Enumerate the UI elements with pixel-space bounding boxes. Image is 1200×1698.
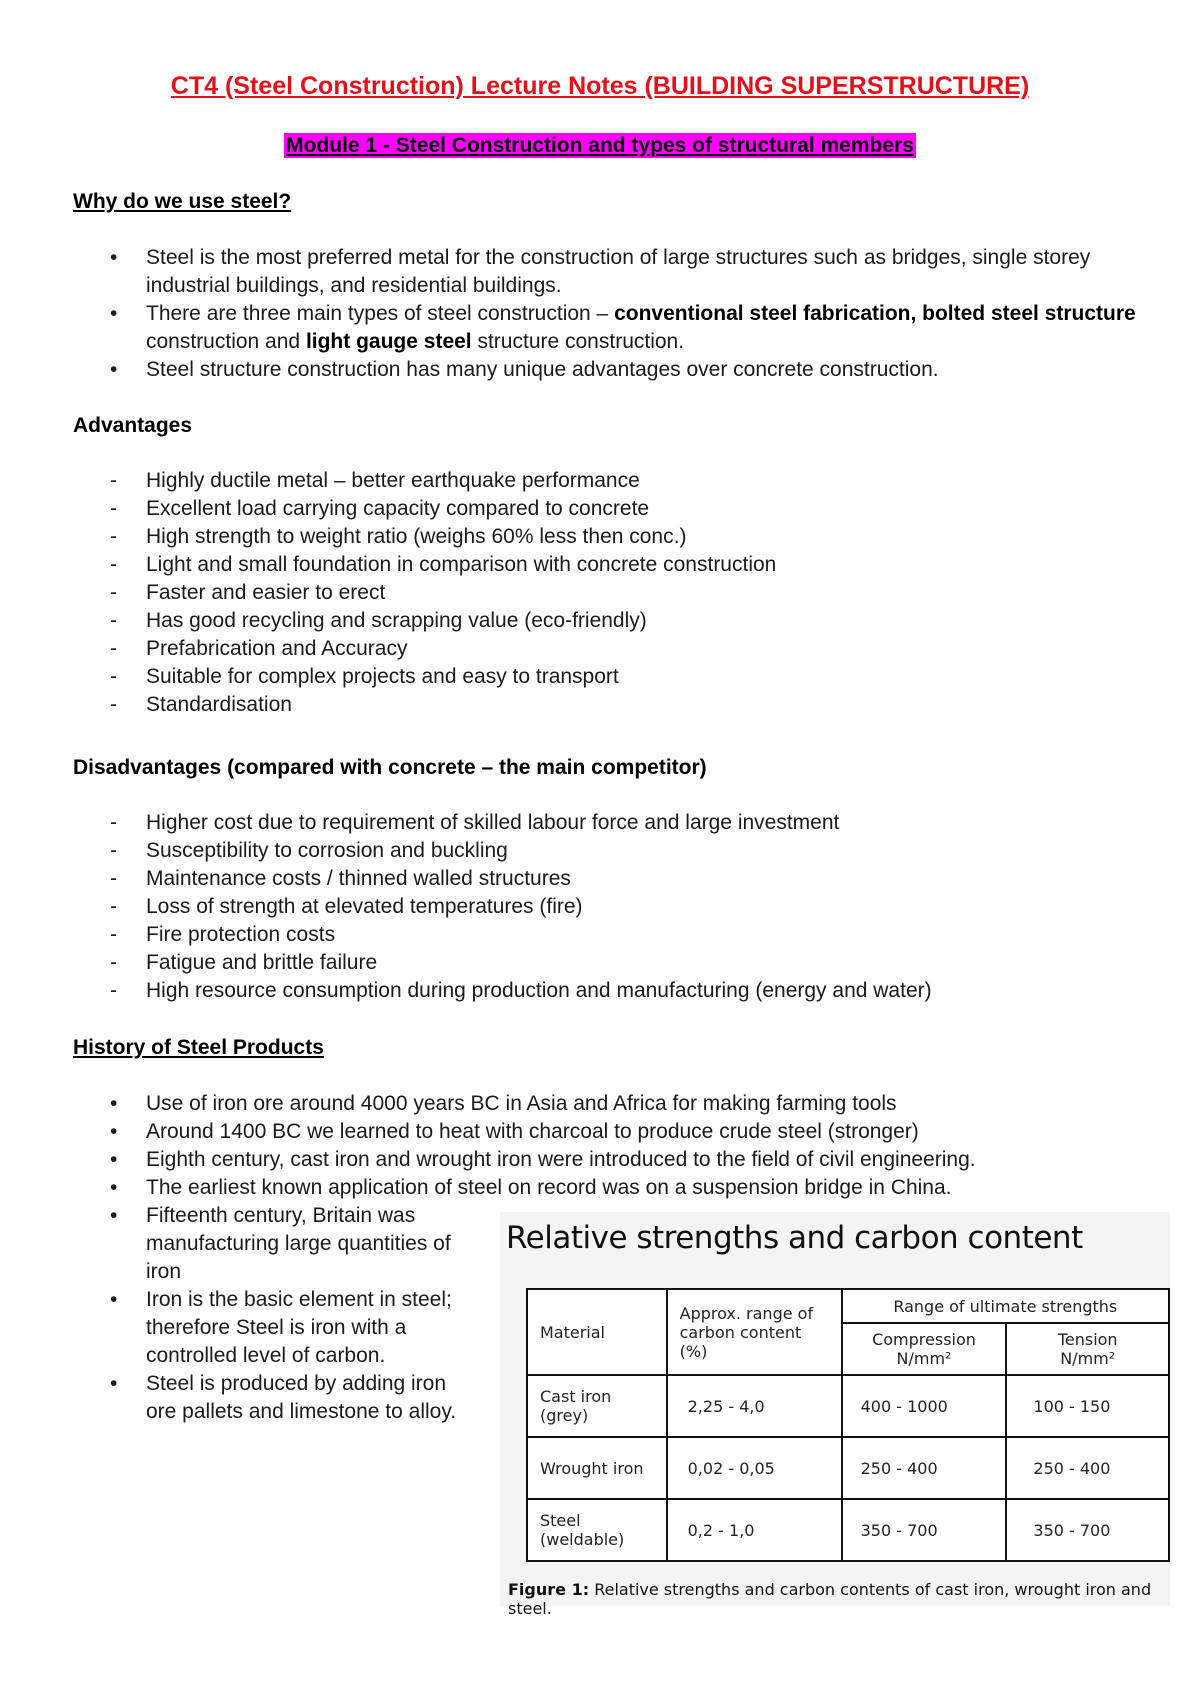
header-carbon: Approx. range of carbon content (%) — [667, 1289, 842, 1375]
figure-caption: Figure 1: Relative strengths and carbon contents of cast iron, wrought iron and steel. — [508, 1580, 1152, 1618]
list-item: • Iron is the basic element in steel; therefore Steel is iron with a controlled level of carbon. — [110, 1288, 452, 1367]
list-item: • Use of iron ore around 4000 years BC in Asia and Africa for making farming tools — [0, 1090, 1140, 1118]
dash-icon: - — [110, 609, 117, 632]
header-compression: Compression N/mm² — [842, 1323, 1007, 1375]
dash-icon: - — [110, 665, 117, 688]
list-item: - Higher cost due to requirement of skilled labour force and large investment — [0, 809, 1140, 837]
page-title: CT4 (Steel Construction) Lecture Notes (BUILDING SUPERSTRUCTURE) — [170, 72, 1030, 100]
list-item: - Excellent load carrying capacity compared to concrete — [0, 495, 1140, 523]
unit-label: N/mm² — [1060, 1349, 1116, 1368]
advantages-list — [0, 467, 1140, 719]
dash-icon: - — [110, 637, 117, 660]
list-item: • Fifteenth century, Britain was manufacturing large quantities of iron — [110, 1204, 451, 1283]
list-item: • Steel is the most preferred metal for the construction of large structures such as bridges, single storey industrial buildings, and residential buildings. — [110, 246, 1091, 297]
table-row — [527, 1437, 1169, 1499]
module-heading-wrap — [0, 134, 1200, 158]
list-item: • Steel is produced by adding iron ore pallets and limestone to alloy. — [110, 1372, 457, 1423]
dash-icon: - — [110, 469, 117, 492]
dash-icon: - — [110, 525, 117, 548]
dash-icon: - — [110, 951, 117, 974]
why-list — [0, 244, 1140, 384]
list-item: - High resource consumption during production and manufacturing (energy and water) — [0, 977, 1140, 1005]
dash-icon: - — [110, 923, 117, 946]
why-heading: Why do we use steel? — [73, 190, 292, 213]
unit-label: N/mm² — [896, 1349, 952, 1368]
bullet-icon: • — [110, 1148, 118, 1171]
list-item: - Fatigue and brittle failure — [0, 949, 1140, 977]
cell-tension: 350 - 700 — [1006, 1499, 1169, 1561]
dash-icon: - — [110, 979, 117, 1002]
dash-icon: - — [110, 693, 117, 716]
cell-carbon: 2,25 - 4,0 — [667, 1375, 842, 1437]
dash-icon: - — [110, 497, 117, 520]
cell-carbon: 0,02 - 0,05 — [667, 1437, 842, 1499]
bullet-icon: • — [110, 302, 118, 325]
module-heading: Module 1 - Steel Construction and types of structural members — [286, 134, 914, 157]
cell-compression: 250 - 400 — [842, 1437, 1007, 1499]
dash-icon: - — [110, 581, 117, 604]
list-item: • There are three main types of steel construction – conventional steel fabrication, bolted steel structure construction and light gauge steel structure construction. — [110, 302, 1136, 353]
history-heading: History of Steel Products — [73, 1036, 324, 1059]
cell-carbon: 0,2 - 1,0 — [667, 1499, 842, 1561]
bullet-icon: • — [110, 246, 118, 269]
bullet-icon: • — [110, 1204, 118, 1227]
dash-icon: - — [110, 553, 117, 576]
dash-icon: - — [110, 811, 117, 834]
strength-table — [526, 1288, 1170, 1562]
disadvantages-list — [0, 809, 1140, 1005]
figure-title: Relative strengths and carbon content — [506, 1220, 1083, 1256]
table-row — [527, 1499, 1169, 1561]
dash-icon: - — [110, 867, 117, 890]
list-item: - Fire protection costs — [0, 921, 1140, 949]
bullet-icon: • — [110, 1288, 118, 1311]
list-item: • Around 1400 BC we learned to heat with charcoal to produce crude steel (stronger) — [0, 1118, 1140, 1146]
history-narrow-list — [0, 1202, 480, 1426]
cell-tension: 250 - 400 — [1006, 1437, 1169, 1499]
list-item: • Eighth century, cast iron and wrought iron were introduced to the field of civil engineering. — [0, 1146, 1140, 1174]
table-row — [527, 1375, 1169, 1437]
cell-tension: 100 - 150 — [1006, 1375, 1169, 1437]
cell-compression: 400 - 1000 — [842, 1375, 1007, 1437]
header-range: Range of ultimate strengths — [842, 1289, 1169, 1323]
list-item: - Suitable for complex projects and easy to transport — [0, 663, 1140, 691]
list-item: - Maintenance costs / thinned walled structures — [0, 865, 1140, 893]
list-item: • Steel structure construction has many unique advantages over concrete construction. — [0, 356, 1140, 384]
history-list — [0, 1090, 1140, 1202]
bullet-icon: • — [110, 1176, 118, 1199]
cell-compression: 350 - 700 — [842, 1499, 1007, 1561]
list-item: - Loss of strength at elevated temperatures (fire) — [0, 893, 1140, 921]
list-item: - Light and small foundation in comparison with concrete construction — [0, 551, 1140, 579]
bullet-icon: • — [110, 1372, 118, 1395]
dash-icon: - — [110, 895, 117, 918]
strength-figure — [500, 1212, 1170, 1618]
table-header-row — [527, 1289, 1169, 1323]
bullet-icon: • — [110, 1092, 118, 1115]
cell-material: Cast iron (grey) — [527, 1375, 667, 1437]
list-item: - Standardisation — [0, 691, 1140, 719]
list-item: - Highly ductile metal – better earthquake performance — [0, 467, 1140, 495]
advantages-heading: Advantages — [73, 414, 193, 437]
list-item: - Has good recycling and scrapping value (eco-friendly) — [0, 607, 1140, 635]
bullet-icon: • — [110, 1120, 118, 1143]
header-tension: Tension N/mm² — [1006, 1323, 1169, 1375]
list-item: - Faster and easier to erect — [0, 579, 1140, 607]
list-item: - Susceptibility to corrosion and buckling — [0, 837, 1140, 865]
bullet-icon: • — [110, 358, 118, 381]
list-item: - High strength to weight ratio (weighs 60% less then conc.) — [0, 523, 1140, 551]
list-item: • The earliest known application of steel on record was on a suspension bridge in China. — [0, 1174, 1140, 1202]
list-item: - Prefabrication and Accuracy — [0, 635, 1140, 663]
cell-material: Wrought iron — [527, 1437, 667, 1499]
dash-icon: - — [110, 839, 117, 862]
cell-material: Steel (weldable) — [527, 1499, 667, 1561]
header-material: Material — [527, 1289, 667, 1375]
disadvantages-heading: Disadvantages (compared with concrete – the main competitor) — [73, 756, 707, 779]
